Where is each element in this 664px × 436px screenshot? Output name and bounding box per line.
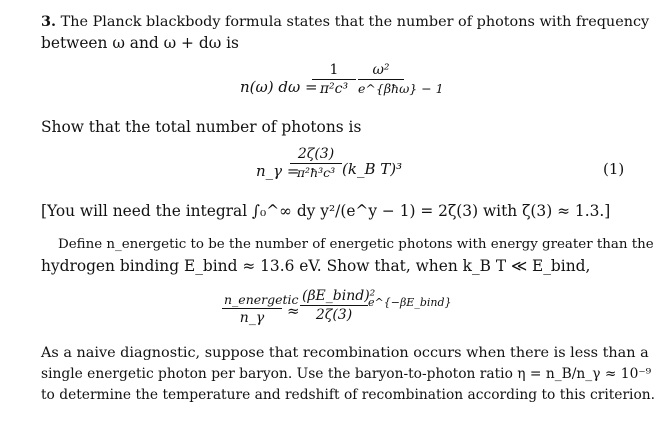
eq1-lhs: n(ω) dω = <box>240 78 318 96</box>
show-line: Show that the total number of photons is <box>41 118 362 136</box>
eq1-frac1-numerator: 1 <box>329 62 339 78</box>
eq3-exponential: e^{−βE_bind} <box>368 296 452 309</box>
final-line-3: to determine the temperature and redshift of recombination according to this criterion. <box>41 387 656 403</box>
eq3-frac1-denominator: n_γ <box>239 310 265 326</box>
final-line-2: single energetic photon per baryon. Use the baryon-to-photon ratio η = n_B/n_γ ≈ 10⁻⁹ <box>41 366 652 382</box>
eq1-frac2-numerator: ω² <box>372 62 390 78</box>
define-line-1: Define n_energetic to be the number of energetic photons with energy greater than the <box>58 237 654 252</box>
intro-line-1 <box>41 12 649 32</box>
eq3-fraction-2 <box>300 288 376 323</box>
eq1-fraction-1 <box>312 62 356 97</box>
eq2-numerator: 2ζ(3) <box>297 146 335 162</box>
eq2-rhs: (k_B T)³ <box>342 160 403 178</box>
eq3-approx: ≈ <box>287 302 300 320</box>
eq3-frac2-numerator: (βE_bind)² <box>302 288 376 304</box>
define-line-2: hydrogen binding E_bind ≈ 13.6 eV. Show that, when k_B T ≪ E_bind, <box>41 257 591 275</box>
intro-text-1: The Planck blackbody formula states that the number of photons with frequency <box>60 14 650 30</box>
eq1-frac2-denominator: e^{βħω} − 1 <box>358 81 444 96</box>
intro-line-2: between ω and ω + dω is <box>41 34 239 52</box>
eq3-frac1-numerator: n_energetic <box>224 292 299 307</box>
eq3-frac2-denominator: 2ζ(3) <box>315 307 353 323</box>
eq2-fraction <box>290 146 342 180</box>
hint-line: [You will need the integral ∫₀^∞ dy y²/(e^y − 1) = 2ζ(3) with ζ(3) ≈ 1.3.] <box>41 202 611 220</box>
eq1-fraction-2 <box>358 62 444 96</box>
eq3-fraction-1 <box>222 292 299 326</box>
final-line-1: As a naive diagnostic, suppose that recombination occurs when there is less than a <box>41 345 649 361</box>
eq2-lhs: n_γ = <box>256 162 300 180</box>
eq1-frac1-denominator: π²c³ <box>319 81 349 97</box>
eq2-denominator: π²ħ³c³ <box>296 165 336 180</box>
problem-number: 3. <box>41 13 57 30</box>
eq2-label: (1) <box>603 160 625 178</box>
